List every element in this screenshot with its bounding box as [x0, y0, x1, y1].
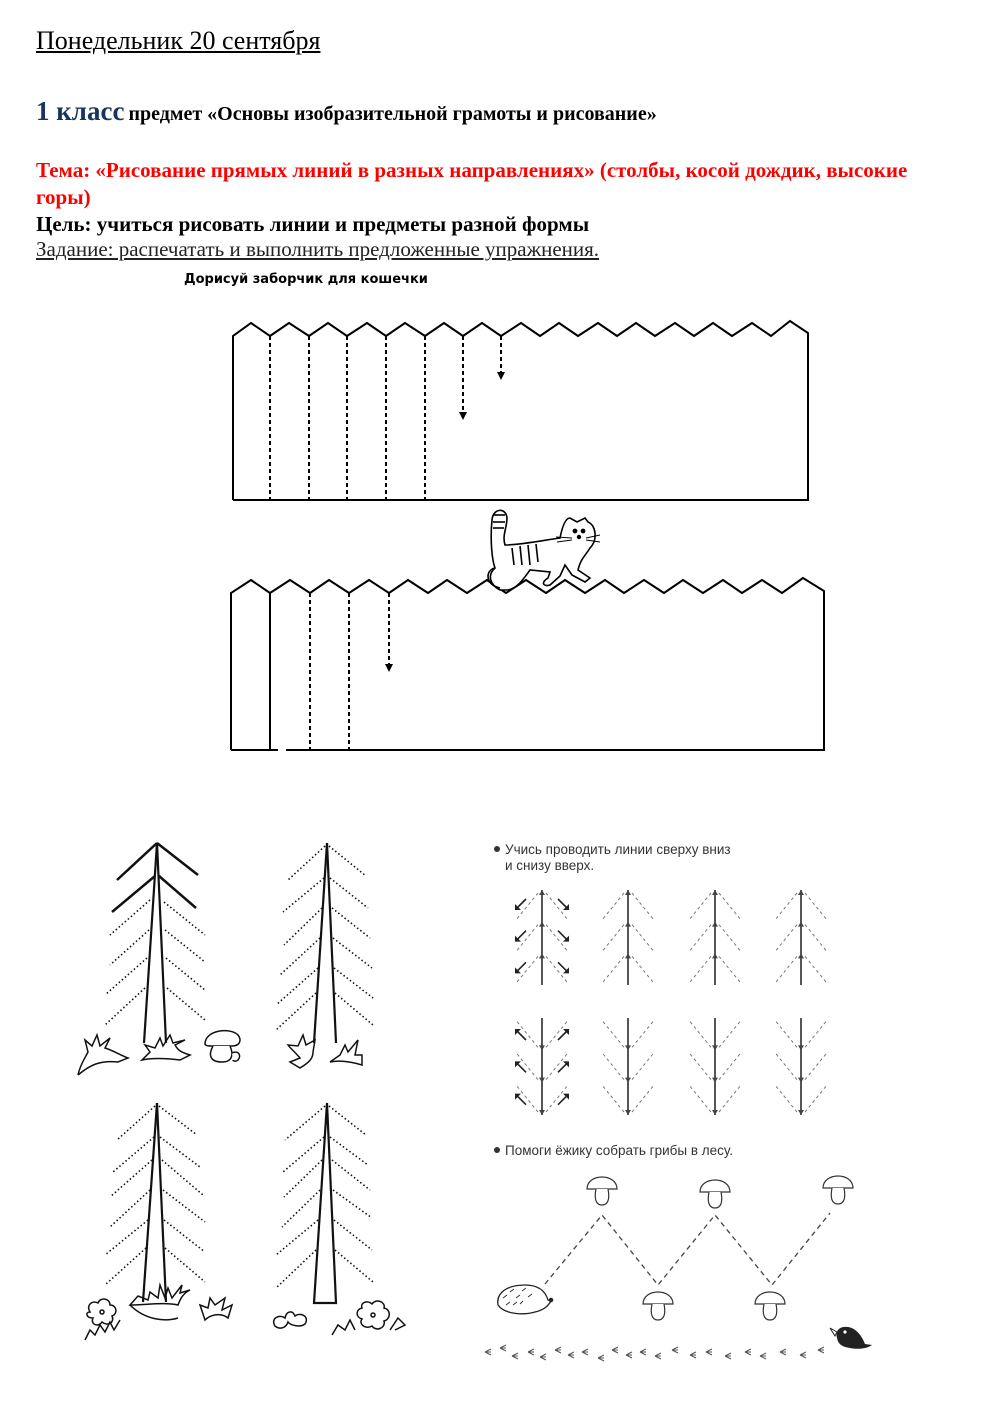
arrow-down-icon: [385, 664, 393, 672]
hedgehog-icon: [498, 1285, 553, 1314]
arrow-up-icon: [798, 890, 804, 895]
dashed-branch: [805, 956, 827, 983]
footprint-icon: [485, 1349, 491, 1355]
line-figure: [775, 1018, 827, 1115]
footprint-icon: [780, 1349, 786, 1355]
arrow-up-icon: [539, 922, 545, 927]
footprint-icon: [500, 1345, 506, 1351]
dashed-branch: [719, 1020, 741, 1047]
mushroom-stem: [831, 1188, 845, 1204]
arrow-down-icon: [625, 1110, 631, 1115]
arrow-down-icon: [798, 1110, 804, 1115]
mushroom-stem: [708, 1192, 722, 1208]
flower-icon: [332, 1301, 405, 1335]
arrow-down-icon: [798, 1045, 804, 1050]
bullet-icon: [494, 846, 500, 852]
footprint-icon: [818, 1347, 824, 1353]
dashed-branch: [689, 1085, 711, 1112]
dashed-branch: [775, 956, 797, 983]
mushroom-icon: [205, 1031, 240, 1062]
arrow-up-icon: [712, 890, 718, 895]
mushroom-stem: [763, 1304, 777, 1320]
date-title: Понедельник 20 сентября: [36, 26, 321, 55]
footprint-icon: [612, 1347, 618, 1353]
footprint-icon: [745, 1349, 751, 1355]
dashed-branch: [632, 893, 654, 920]
arrow-down-icon: [539, 1078, 545, 1083]
arrow-down-icon: [712, 1110, 718, 1115]
mushroom-instruction-text: Помоги ёжику собрать грибы в лесу.: [505, 1143, 734, 1158]
line-figure: [689, 890, 741, 985]
arrow-up-icon: [798, 922, 804, 927]
subject-text: предмет «Основы изобразительной грамоты и рисование»: [128, 103, 657, 125]
dashed-branch: [689, 893, 711, 920]
dashed-branch: [719, 956, 741, 983]
mushroom-icon: [755, 1292, 785, 1320]
dashed-branch: [775, 1053, 797, 1080]
dashed-branch: [719, 925, 741, 952]
grass-icon: [78, 1035, 190, 1075]
dashed-branch: [775, 1085, 797, 1112]
arrow-up-icon: [539, 890, 545, 895]
dashed-branch: [602, 1053, 624, 1080]
dashed-branch: [805, 925, 827, 952]
arrow-down-icon: [539, 1045, 545, 1050]
upper-fence-outline: [233, 321, 808, 500]
dashed-branch: [632, 1053, 654, 1080]
line-figure: [775, 890, 827, 985]
dashed-branch: [805, 1085, 827, 1112]
dashed-branch: [632, 1020, 654, 1047]
line-figure: [515, 1018, 569, 1115]
lower-fence-outline: [231, 578, 824, 750]
dashed-branch: [632, 956, 654, 983]
arrow-down-icon: [625, 1045, 631, 1050]
arrow-down-icon: [712, 1045, 718, 1050]
arrow-down-icon: [625, 1078, 631, 1083]
dashed-branch: [775, 925, 797, 952]
cat-icon: [488, 510, 600, 590]
lower-fence: [231, 578, 824, 750]
mushroom-stem: [595, 1189, 609, 1205]
arrow-up-icon: [539, 953, 545, 958]
mushroom-stem: [651, 1304, 665, 1320]
mushroom-icon: [700, 1180, 730, 1208]
dashed-branch: [805, 893, 827, 920]
lines-top-row: [515, 890, 827, 985]
dashed-branch: [805, 1020, 827, 1047]
flower-icon: [85, 1299, 120, 1340]
footprint-icon: [672, 1347, 678, 1353]
arrow-up-icon: [625, 890, 631, 895]
footprint-icon: [800, 1352, 806, 1358]
arrow-down-icon: [798, 1078, 804, 1083]
dashed-branch: [602, 956, 624, 983]
dashed-branch: [689, 1020, 711, 1047]
tree-1: [105, 843, 205, 1043]
line-figure: [602, 890, 654, 985]
dashed-branch: [602, 893, 624, 920]
dashed-branch: [775, 1020, 797, 1047]
grass-icon: [288, 1035, 362, 1068]
mushroom-icon: [643, 1292, 673, 1320]
arrow-up-icon: [798, 953, 804, 958]
dotted-branches: [105, 900, 205, 1025]
footprint-icon: [528, 1349, 534, 1355]
dashed-path: [545, 1213, 830, 1285]
footprint-icon: [706, 1349, 712, 1355]
dashed-branch: [719, 893, 741, 920]
task-text: Задание: распечатать и выполнить предложенные упражнения.: [36, 237, 600, 261]
footprint-icon: [640, 1349, 646, 1355]
mushroom-instruction: [494, 1143, 733, 1158]
dashed-branch: [602, 1020, 624, 1047]
mushroom-cap: [587, 1177, 617, 1189]
arrow-up-icon: [625, 953, 631, 958]
class-label: 1 класс: [36, 96, 125, 126]
dashed-branch: [805, 1053, 827, 1080]
fence-caption: Дорисуй заборчик для кошечки: [184, 272, 428, 287]
arrow-down-icon: [459, 412, 467, 420]
lines-instruction-line1: [494, 842, 731, 857]
dashed-branch: [719, 1085, 741, 1112]
leaf-icon: [274, 1312, 307, 1328]
dashed-branch: [602, 1085, 624, 1112]
footprint-icon: [540, 1354, 546, 1360]
footprint-icon: [582, 1349, 588, 1355]
topic-text: Тема: «Рисование прямых линий в разных направлениях» (столбы, косой дождик, высокие горы): [36, 158, 908, 209]
mushrooms: [587, 1176, 853, 1320]
arrow-down-icon: [712, 1078, 718, 1083]
bullet-icon: [494, 1147, 500, 1153]
bird-icon: [830, 1327, 872, 1349]
arrow-down-icon: [539, 1110, 545, 1115]
line-figure: [515, 890, 569, 985]
tree-2: [276, 843, 373, 1043]
footprint-icon: [725, 1353, 731, 1359]
mushroom-cap: [823, 1176, 853, 1188]
footprint-icon: [598, 1355, 604, 1361]
footprint-icon: [690, 1352, 696, 1358]
arrow-up-icon: [712, 953, 718, 958]
upper-fence: [233, 321, 808, 500]
upper-fence-dashed-posts: [270, 336, 501, 500]
tree-4: [276, 1103, 373, 1303]
mushroom-cap: [700, 1180, 730, 1192]
mushroom-cap: [755, 1292, 785, 1304]
lines-instruction-line2: и снизу вверх.: [505, 858, 595, 873]
footprint-icon: [655, 1353, 661, 1359]
dashed-branch: [689, 956, 711, 983]
lines-bottom-row: [515, 1018, 827, 1115]
dashed-branch: [719, 1053, 741, 1080]
mushroom-path: [545, 1213, 830, 1285]
line-figure: [689, 1018, 741, 1115]
mushroom-cap: [643, 1292, 673, 1304]
mushroom-icon: [587, 1177, 617, 1205]
footprint-icon: [555, 1347, 561, 1353]
arrow-up-icon: [625, 922, 631, 927]
dashed-branch: [775, 893, 797, 920]
arrow-down-icon: [497, 372, 505, 380]
mushroom-icon: [823, 1176, 853, 1204]
solid-branches: [112, 843, 198, 912]
footprint-icon: [512, 1353, 518, 1359]
lines-instruction-text: Учись проводить линии сверху вниз: [505, 842, 731, 857]
dashed-branch: [632, 925, 654, 952]
arrow-up-icon: [712, 922, 718, 927]
dashed-branch: [689, 925, 711, 952]
footprint-icon: [760, 1353, 766, 1359]
footprints: [485, 1345, 824, 1361]
dashed-branch: [602, 925, 624, 952]
goal-text: Цель: учиться рисовать линии и предметы разной формы: [36, 212, 590, 236]
dashed-branch: [632, 1085, 654, 1112]
grass-icon: [130, 1285, 232, 1320]
dashed-branch: [689, 1053, 711, 1080]
footprint-icon: [568, 1352, 574, 1358]
footprint-icon: [626, 1352, 632, 1358]
tree-3: [105, 1103, 205, 1302]
line-figure: [602, 1018, 654, 1115]
